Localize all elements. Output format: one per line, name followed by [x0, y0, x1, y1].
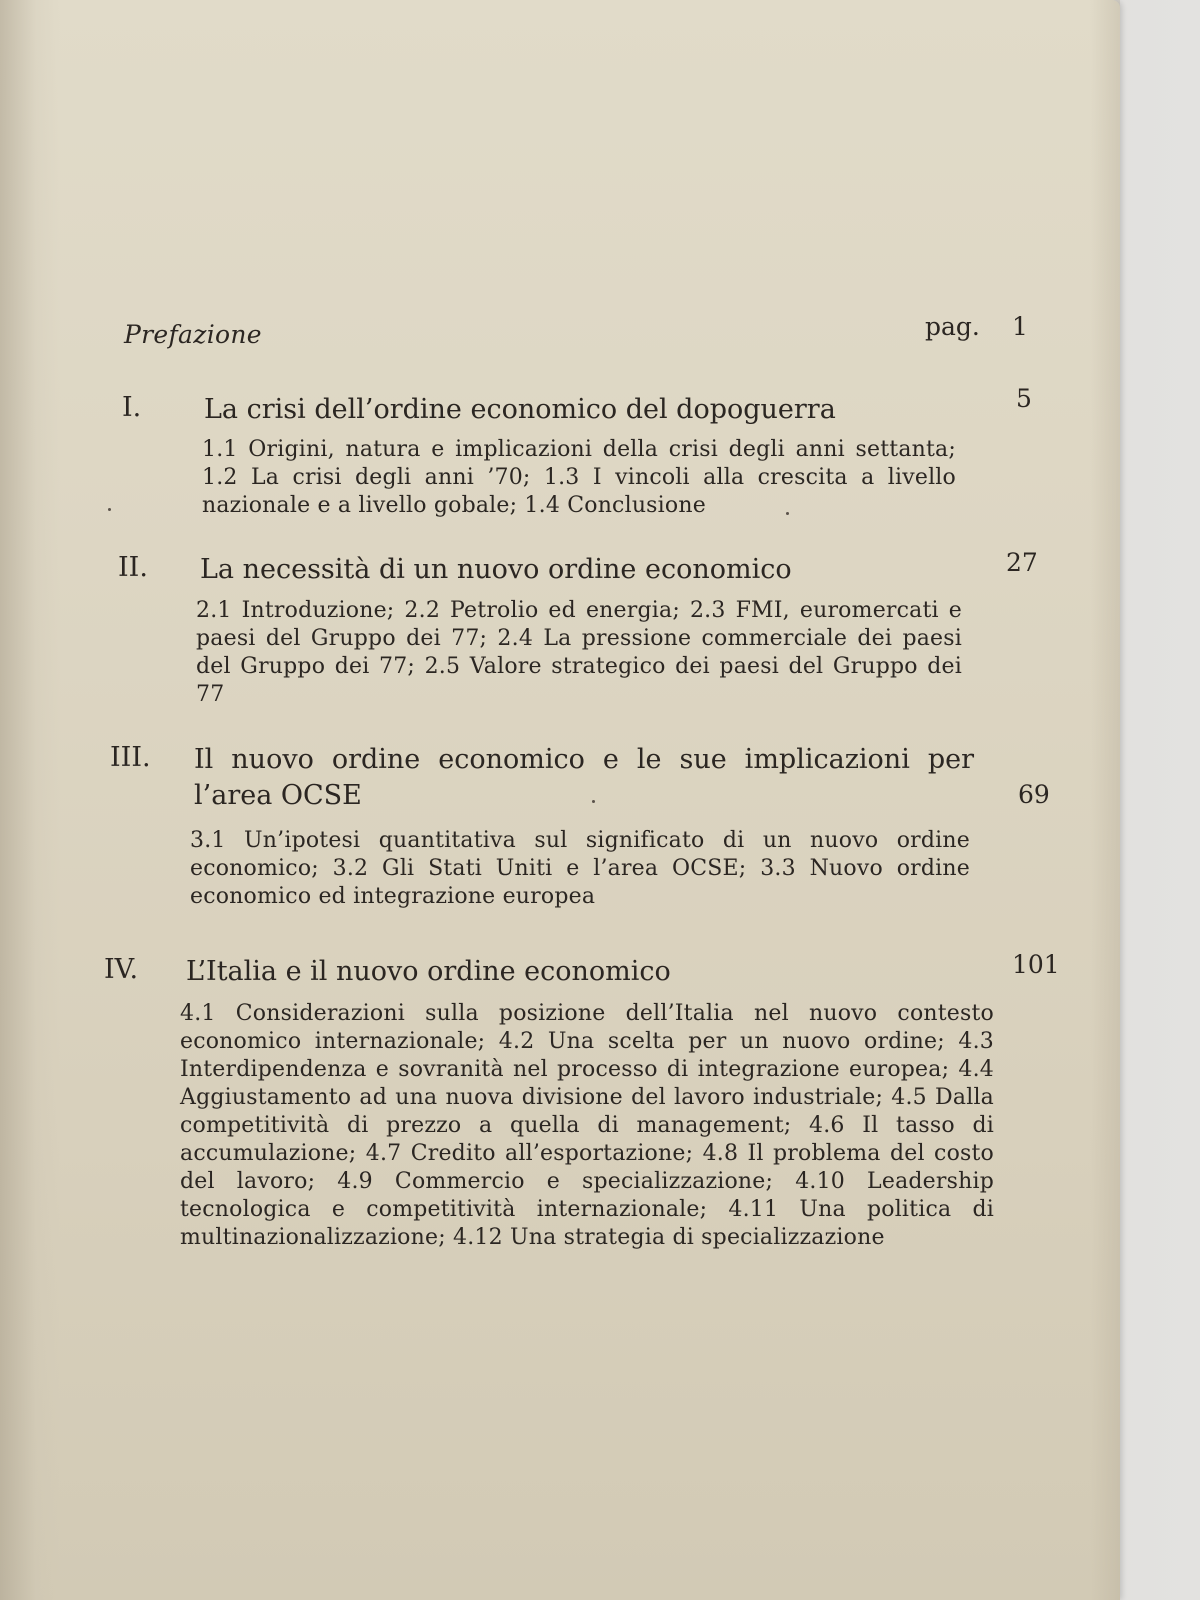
preface-pag-label: pag.: [925, 312, 980, 341]
chapter-title: La necessità di un nuovo ordine economico: [200, 554, 792, 585]
chapter-subsections: 4.1 Considerazioni sulla posizione dell’Italia nel nuovo contesto economico internazionale; 4.2 Una scelta per un nuovo ordine; 4.3 Interdipendenza e sovranità nel processo di integrazione europea; 4.4 Aggiustamento ad una nuova divisione del lavoro industriale; 4.5 Dalla competitività di prezzo a quella di management; 4.6 Il tasso di accumulazione; 4.7 Credito all’esportazione; 4.8 Il problema del costo del lavoro; 4.9 Commercio e specializzazione; 4.10 Leadership tecnologica e competitività internazionale; 4.11 Una politica di multinazionalizzazione; 4.12 Una strategia di specializzazione: [180, 1001, 994, 1250]
chapter-title: La crisi dell’ordine economico del dopoguerra: [204, 394, 836, 425]
chapter-subsections: 2.1 Introduzione; 2.2 Petrolio ed energia; 2.3 FMI, euromercati e paesi del Gruppo dei 77; 2.4 La pressione commerciale dei paesi del Gruppo dei 77; 2.5 Valore strategico dei paesi del Gruppo dei 77: [196, 598, 962, 707]
paper-speck: [108, 508, 111, 511]
chapter-page-number: 27: [1006, 548, 1038, 577]
chapter-page-number: 101: [1012, 950, 1060, 979]
chapter-number: IV.: [104, 954, 139, 985]
paper-speck: [592, 800, 595, 803]
chapter-number: I.: [122, 392, 142, 423]
chapter-number: II.: [118, 552, 148, 583]
chapter-title: L’Italia e il nuovo ordine economico: [186, 956, 671, 987]
chapter-page-number: 69: [1018, 780, 1050, 809]
chapter-subsections: 1.1 Origini, natura e implicazioni della crisi degli anni settanta; 1.2 La crisi degli anni ’70; 1.3 I vincoli alla crescita a livello nazionale e a livello gobale; 1.4 Conclusione: [202, 437, 956, 518]
chapter-subsections: 3.1 Un’ipotesi quantitativa sul significato di un nuovo ordine economico; 3.2 Gli Stati Uniti e l’area OCSE; 3.3 Nuovo ordine economico ed integrazione europea: [190, 828, 970, 909]
preface-page-number: 1: [1012, 312, 1028, 341]
chapter-number: III.: [110, 742, 151, 773]
chapter-page-number: 5: [1016, 384, 1032, 413]
preface-title: Prefazione: [124, 320, 262, 349]
paper-speck: [786, 512, 789, 515]
chapter-title: Il nuovo ordine economico e le sue implicazioni per l’area OCSE: [194, 744, 974, 811]
